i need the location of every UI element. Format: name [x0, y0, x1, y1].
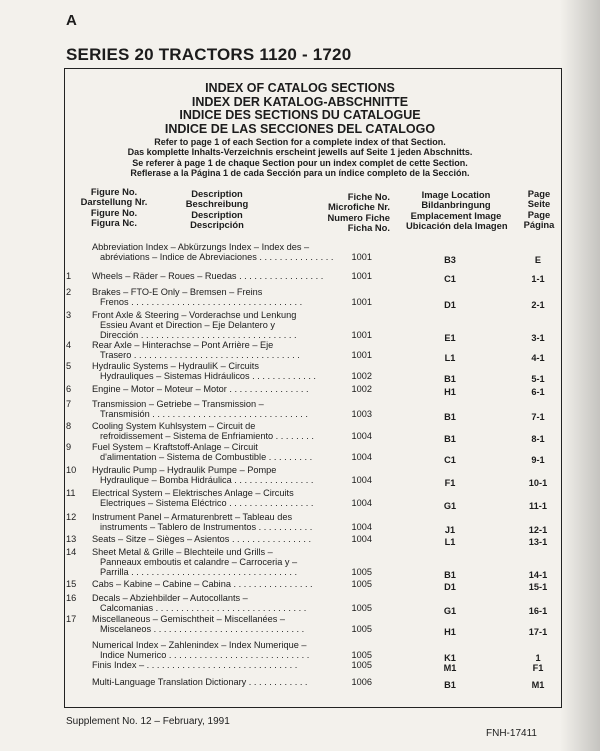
row-page: M1 — [531, 680, 545, 690]
row-page: 1-1 — [531, 274, 545, 284]
row-description-line: Instrument Panel – Armaturenbrett – Tableau des — [92, 512, 293, 522]
row-description-line: Cooling System Kuhlsystem – Circuit de — [92, 421, 256, 431]
row-page: 16-1 — [528, 606, 548, 616]
title-fr: INDICE DES SECTIONS DU CATALOGUE — [179, 108, 421, 122]
header-page — [516, 189, 562, 230]
row-page: F1 — [532, 663, 544, 673]
refer-de: Das komplette Inhalts-Verzeichnis erscheint jewells auf Seite 1 jeden Abschnitts. — [127, 147, 473, 158]
row-description — [92, 579, 350, 589]
row-figure-number: 2 — [66, 287, 72, 297]
title-es: INDICE DE LAS SECCIONES DEL CATALOGO — [164, 121, 436, 136]
row-image-location: B1 — [444, 412, 456, 422]
row-page: 6-1 — [531, 387, 545, 397]
row-fiche-number: 1002 — [351, 371, 372, 381]
row-page: 12-1 — [528, 525, 548, 535]
row-figure-number: 7 — [66, 399, 72, 409]
row-fiche-number: 1004 — [351, 534, 372, 544]
row-image-location: L1 — [444, 537, 456, 547]
row-description — [92, 310, 350, 340]
row-fiche-number: 1001 — [351, 330, 372, 340]
row-description-line: Rear Axle – Hinterachse – Pont Arrière – Eje — [92, 340, 274, 350]
row-figure-number: 1 — [66, 271, 72, 281]
header-description — [162, 189, 272, 230]
row-description — [92, 421, 350, 441]
row-fiche-number: 1002 — [351, 384, 372, 394]
row-description-line: Sheet Metal & Grille – Blechteile und Grills – — [92, 547, 273, 557]
row-fiche-number: 1004 — [351, 452, 372, 462]
refer-fr: Se referer à page 1 de chaque Section pour un index complet de cette Section. — [132, 157, 468, 168]
header-description-en: Description — [191, 188, 243, 199]
row-page: 11-1 — [529, 501, 547, 511]
header-image-de: Bildanbringung — [421, 199, 491, 211]
row-figure-number: 4 — [66, 340, 72, 350]
title-de: INDEX DER KATALOG-ABSCHNITTE — [191, 94, 409, 109]
refer-note — [0, 137, 600, 178]
row-description-line: d'alimentation – Sistema de Combustible . . . . . . . . . — [100, 452, 313, 462]
row-figure-number: 16 — [66, 593, 77, 603]
row-description-line: Engine – Motor – Moteur – Motor . . . . . . . . . . . . . . . . — [92, 384, 309, 394]
row-description — [92, 287, 350, 307]
row-description-line: Electrical System – Elektrisches Anlage – Circuits — [92, 488, 294, 498]
row-fiche-number: 1001 — [351, 350, 372, 360]
header-page-es: Página — [523, 218, 555, 230]
row-page: 10-1 — [528, 478, 548, 488]
row-description-line: Decals – Abziehbilder – Autocollants – — [92, 593, 248, 603]
row-description — [92, 340, 350, 360]
row-fiche-number: 1005 — [351, 579, 372, 589]
row-page: 17-1 — [528, 627, 548, 637]
row-figure-number: 8 — [66, 421, 72, 431]
row-image-location: C1 — [444, 274, 456, 284]
row-fiche-number: 1004 — [351, 475, 372, 485]
header-figure — [70, 187, 158, 228]
row-image-location: B1 — [444, 680, 456, 690]
row-description-line: Miscelaneos . . . . . . . . . . . . . . . . . . . . . . . . . . . . . . — [100, 624, 305, 634]
row-figure-number: 6 — [66, 384, 72, 394]
header-fiche-en: Fiche No. — [347, 191, 390, 202]
row-description — [92, 534, 350, 544]
row-figure-number: 5 — [66, 361, 72, 371]
row-page: 3-1 — [531, 333, 545, 343]
row-fiche-number: 1001 — [351, 297, 372, 307]
row-description-line: Finis Index – . . . . . . . . . . . . . . . . . . . . . . . . . . . . . . — [92, 660, 298, 670]
row-image-location: M1 — [443, 663, 457, 673]
row-description-line: Calcomanias . . . . . . . . . . . . . . . . . . . . . . . . . . . . . . — [100, 603, 307, 613]
row-fiche-number: 1001 — [351, 271, 372, 281]
row-figure-number: 14 — [66, 547, 77, 557]
row-description-line: Transmission – Getriebe – Transmission – — [92, 399, 264, 409]
row-page: 4-1 — [531, 353, 545, 363]
row-description-line: Front Axle & Steering – Vorderachse und Lenkung — [92, 310, 297, 320]
row-description-line: Hydraulique – Bomba Hidráulica . . . . . . . . . . . . . . . . — [100, 475, 314, 485]
row-page: 15-1 — [528, 582, 548, 592]
row-image-location: J1 — [444, 525, 456, 535]
header-fiche — [322, 192, 390, 233]
header-figure-en: Figure No. — [90, 186, 138, 197]
row-fiche-number: 1004 — [351, 498, 372, 508]
row-description — [92, 399, 350, 419]
row-description — [92, 271, 350, 281]
row-description — [92, 384, 350, 394]
row-fiche-number: 1003 — [351, 409, 372, 419]
row-fiche-number: 1005 — [351, 624, 372, 634]
row-figure-number: 13 — [66, 534, 77, 544]
row-description-line: Numerical Index – Zahlenindex – Index Numerique – — [92, 640, 307, 650]
row-image-location: B1 — [444, 434, 456, 444]
row-description-line: Trasero . . . . . . . . . . . . . . . . . . . . . . . . . . . . . . . . . — [100, 350, 300, 360]
row-figure-number: 10 — [66, 465, 77, 475]
row-description-line: Multi-Language Translation Dictionary . . . . . . . . . . . . — [92, 677, 308, 687]
row-page: 1 — [535, 653, 541, 663]
row-figure-number: 15 — [66, 579, 77, 589]
header-image-location — [406, 190, 506, 231]
row-description-line: Essieu Avant et Direction – Eje Delantero y — [100, 320, 275, 330]
header-fiche-es: Ficha No. — [347, 221, 390, 233]
row-page: E — [534, 255, 542, 265]
title-en: INDEX OF CATALOG SECTIONS — [205, 81, 395, 95]
row-description-line: Brakes – FTO-E Only – Bremsen – Freins — [92, 287, 263, 297]
header-description-de: Beschreibung — [185, 198, 249, 210]
header-image-fr: Emplacement Image — [410, 209, 502, 221]
row-fiche-number: 1005 — [351, 603, 372, 613]
row-description-line: Parrilla . . . . . . . . . . . . . . . . . . . . . . . . . . . . . . . . . — [100, 567, 298, 577]
row-page: 8-1 — [531, 434, 545, 444]
row-description-line: Abbreviation Index – Abkürzungs Index – Index des – — [92, 242, 310, 252]
row-page: 5-1 — [531, 374, 545, 384]
row-fiche-number: 1001 — [351, 252, 372, 262]
row-description-line: Fuel System – Kraftstoff-Anlage – Circuit — [92, 442, 258, 452]
supplement-note: Supplement No. 12 – February, 1991 — [66, 716, 230, 727]
header-figure-fr: Figure No. — [90, 206, 138, 218]
row-fiche-number: 1006 — [351, 677, 372, 687]
row-fiche-number: 1004 — [351, 431, 372, 441]
row-description — [92, 640, 350, 660]
row-image-location: L1 — [444, 353, 456, 363]
row-image-location: C1 — [444, 455, 456, 465]
corner-letter: A — [66, 12, 77, 29]
row-description — [92, 677, 350, 687]
row-image-location: E1 — [444, 333, 456, 343]
row-description-line: Hydraulic Systems – HydrauliK – Circuits — [92, 361, 259, 371]
row-description-line: Seats – Sitze – Sièges – Asientos . . . . . . . . . . . . . . . . — [92, 534, 312, 544]
row-description-line: Cabs – Kabine – Cabine – Cabina . . . . . . . . . . . . . . . . — [92, 579, 313, 589]
row-description-line: Dirección . . . . . . . . . . . . . . . . . . . . . . . . . . . . . . . — [100, 330, 297, 340]
row-image-location: B3 — [444, 255, 456, 265]
header-page-en: Page — [527, 188, 551, 199]
row-figure-number: 12 — [66, 512, 77, 522]
header-page-fr: Page — [527, 208, 551, 220]
series-title: SERIES 20 TRACTORS 1120 - 1720 — [66, 45, 352, 64]
row-description — [92, 660, 350, 670]
row-description — [92, 614, 350, 634]
row-figure-number: 11 — [66, 488, 76, 498]
row-page: 7-1 — [531, 412, 545, 422]
row-description-line: Frenos . . . . . . . . . . . . . . . . . . . . . . . . . . . . . . . . . . — [100, 297, 303, 307]
row-image-location: G1 — [443, 606, 457, 616]
row-figure-number: 17 — [66, 614, 77, 624]
row-figure-number: 3 — [66, 310, 72, 320]
header-fiche-fr: Numero Fiche — [327, 211, 390, 223]
row-fiche-number: 1005 — [351, 567, 372, 577]
row-description — [92, 442, 350, 462]
row-image-location: K1 — [444, 653, 456, 663]
row-image-location: H1 — [444, 627, 456, 637]
row-description-line: Panneaux emboutis et calandre – Carroceria y – — [100, 557, 298, 567]
row-figure-number: 9 — [66, 442, 72, 452]
row-description — [92, 512, 350, 532]
header-fiche-de: Microfiche Nr. — [328, 201, 390, 213]
row-description-line: Transmisión . . . . . . . . . . . . . . . . . . . . . . . . . . . . . . . — [100, 409, 308, 419]
row-fiche-number: 1005 — [351, 660, 372, 670]
row-page: 14-1 — [528, 570, 548, 580]
row-description — [92, 547, 350, 577]
row-description — [92, 361, 350, 381]
row-description-line: Wheels – Räder – Roues – Ruedas . . . . . . . . . . . . . . . . . — [92, 271, 324, 281]
row-page: 13-1 — [528, 537, 548, 547]
row-description-line: Indice Numerico . . . . . . . . . . . . . . . . . . . . . . . . . . . . — [100, 650, 310, 660]
header-figure-es: Figura Nc. — [91, 216, 137, 228]
row-fiche-number: 1004 — [351, 522, 372, 532]
row-page: 9-1 — [531, 455, 545, 465]
header-figure-de: Darstellung Nr. — [80, 196, 148, 208]
row-image-location: D1 — [444, 300, 456, 310]
row-image-location: D1 — [444, 582, 456, 592]
row-description-line: abréviations – Indice de Abreviaciones . . . . . . . . . . . . . . . — [100, 252, 334, 262]
row-description — [92, 242, 350, 262]
row-description — [92, 465, 350, 485]
row-image-location: H1 — [444, 387, 456, 397]
row-image-location: F1 — [444, 478, 456, 488]
row-description-line: refroidissement – Sistema de Enfriamiento . . . . . . . . — [100, 431, 314, 441]
row-image-location: B1 — [444, 374, 456, 384]
row-description — [92, 593, 350, 613]
row-description-line: Miscellaneous – Gemischtheit – Miscellanées – — [92, 614, 286, 624]
header-page-de: Seite — [527, 198, 551, 210]
row-description-line: Hydraulic Pump – Hydraulik Pumpe – Pompe — [92, 465, 277, 475]
refer-es: Reflerase a la Página 1 de cada Sección para un índice completo de la Sección. — [130, 167, 470, 178]
header-image-en: Image Location — [421, 189, 491, 200]
refer-en: Refer to page 1 of each Section for a complete index of that Section. — [154, 137, 446, 147]
header-description-es: Descripción — [190, 218, 244, 230]
document-code: FNH-17411 — [486, 728, 537, 739]
row-description-line: Electriques – Sistema Eléctrico . . . . . . . . . . . . . . . . . — [100, 498, 314, 508]
header-description-fr: Description — [191, 208, 243, 220]
header-image-es: Ubicación dela Imagen — [406, 219, 508, 231]
row-image-location: B1 — [444, 570, 456, 580]
row-description-line: Hydrauliques – Sistemas Hidráulicos . . . . . . . . . . . . . — [100, 371, 316, 381]
row-page: 2-1 — [531, 300, 545, 310]
row-fiche-number: 1005 — [351, 650, 372, 660]
row-description — [92, 488, 350, 508]
row-description-line: instruments – Tablero de Instrumentos . . . . . . . . . . . — [100, 522, 313, 532]
row-image-location: G1 — [443, 501, 457, 511]
index-titles — [0, 82, 600, 136]
